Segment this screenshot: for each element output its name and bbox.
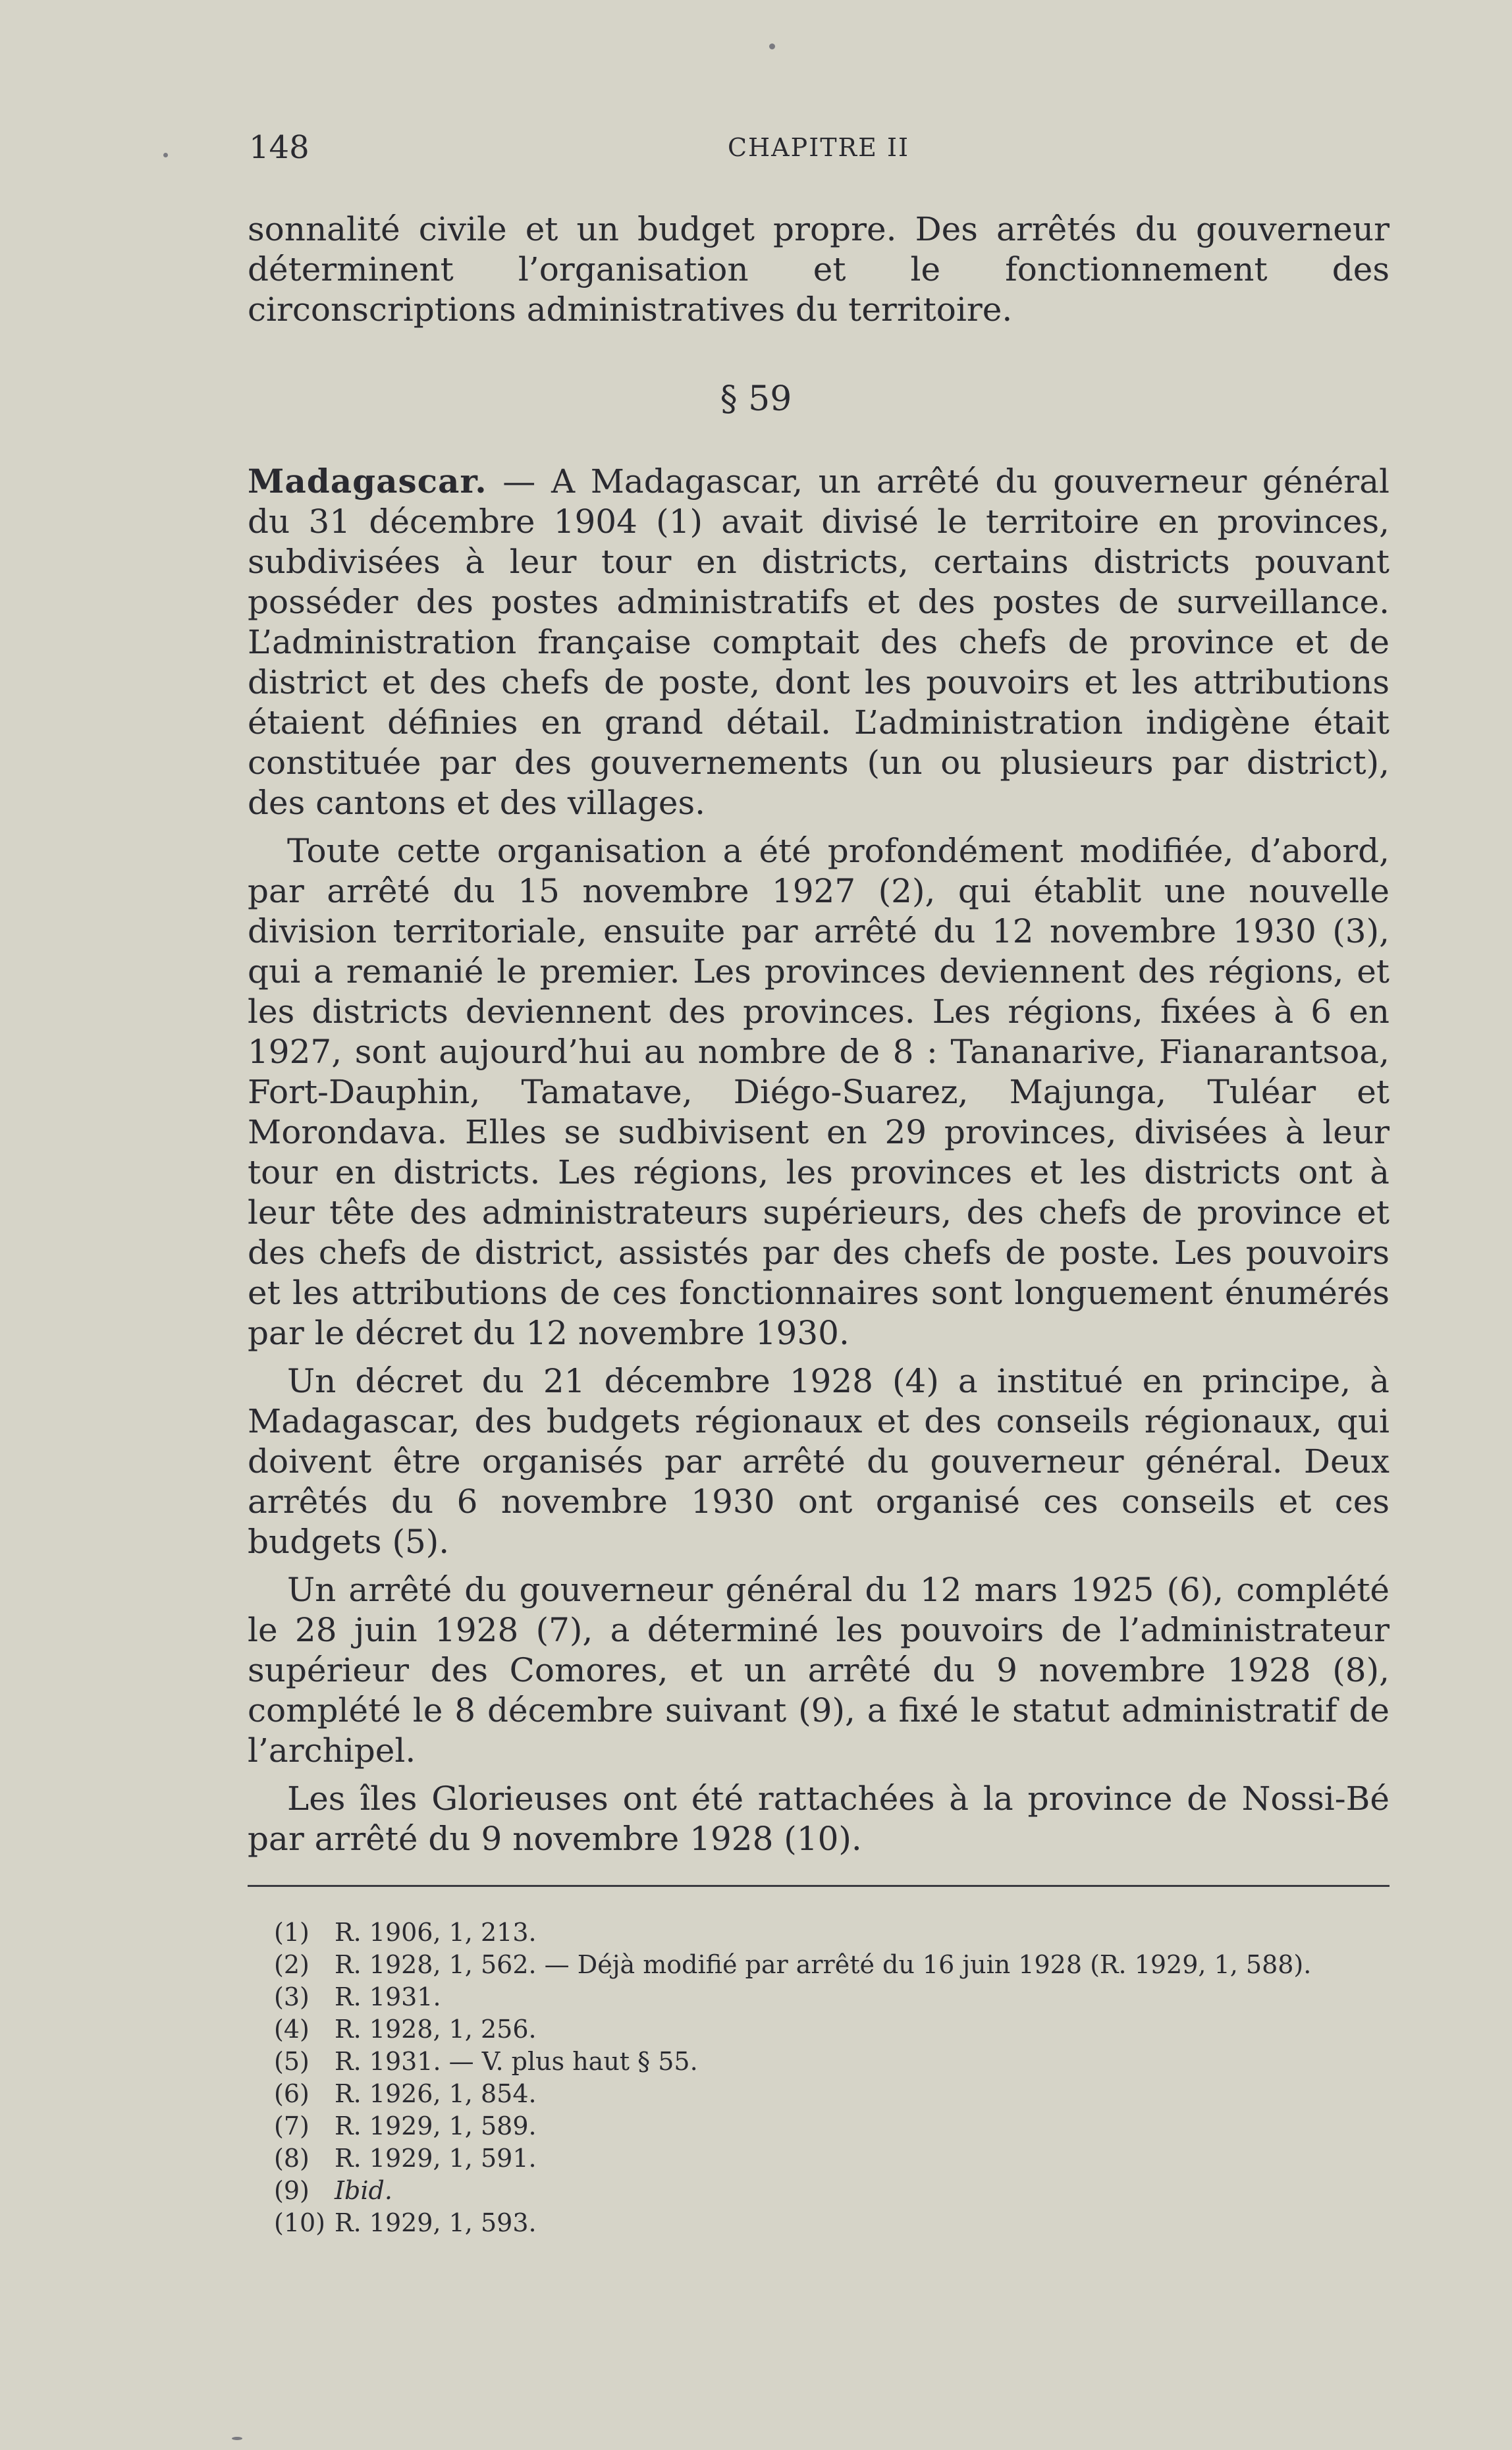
footnote-text: R. 1929, 1, 593. [335,2208,537,2237]
paragraph-title: Madagascar. [248,462,487,501]
footnote [274,1981,1393,2013]
footnote [274,1949,1393,1981]
footnote [274,2142,1393,2175]
footnote [274,1917,1393,1949]
footnote-number: (1) [274,1918,310,1947]
footnote-number: (2) [274,1950,310,1979]
footnote-text: R. 1906, 1, 213. [335,1918,537,1947]
footnote-number: (6) [274,2079,310,2108]
footnote-number: (9) [274,2176,310,2205]
footnote-number: (3) [274,1982,310,2011]
page-number: 148 [249,129,310,166]
paper-speck [232,2437,242,2440]
paragraph-reorganisation: Toute cette organisation a été profondément modifiée, d’abord, par arrêté du 15 novembre 1927 (2), qui établit une nouvelle division territoriale, ensuite par arrêté du 12 novembre 1930 (3), qui a remanié le premier. Les provinces deviennent des régions, et les districts deviennent des provinces. Les régions, fixées à 6 en 1927, sont aujourd’hui au nombre de 8 : Tananarive, Fianarantsoa, Fort-Dauphin, Tamatave, Diégo-Suarez, Majunga, Tuléar et Morondava. Elles se sudbivisent en 29 provinces, divisées à leur tour en districts. Les régions, les provinces et les districts ont à leur tête des administrateurs supérieurs, des chefs de province et des chefs de district, assistés par des chefs de poste. Les pouvoirs et les attributions de ces fonctionnaires sont longuement énumérés par le décret du 12 novembre 1930. [248,832,1390,1352]
footnote-number: (8) [274,2144,310,2173]
footnote-text: R. 1931. — V. plus haut § 55. [335,2047,698,2076]
footnote-text: R. 1929, 1, 591. [335,2144,537,2173]
intro-text: sonnalité civile et un budget propre. Des arrêtés du gouverneur déterminent l’organisation et le fonctionnement des circonscriptions administratives du territoire. [248,210,1390,329]
paragraph-comores: Un arrêté du gouverneur général du 12 mars 1925 (6), complété le 28 juin 1928 (7), a déterminé les pouvoirs de l’administrateur supérieur des Comores, et un arrêté du 9 novembre 1928 (8), complété le 8 décembre suivant (9), a fixé le statut administratif de l’archipel. [248,1571,1390,1770]
footnote-text: R. 1931. [335,1982,441,2011]
footnote [274,2013,1393,2046]
footnote [274,2046,1393,2078]
chapter-title: CHAPITRE II [727,133,910,162]
footnotes [274,1917,1393,2239]
footnote-divider [248,1885,1390,1887]
running-head [249,129,1388,175]
footnote-number: (5) [274,2047,310,2076]
paragraph-glorieuses: Les îles Glorieuses ont été rattachées à la province de Nossi-Bé par arrêté du 9 novembre 1928 (10). [248,1780,1390,1858]
body-text [248,461,1390,1859]
footnote-text: Ibid. [335,2176,392,2205]
intro-paragraph [248,209,1390,330]
footnote [274,2207,1393,2239]
footnote-text: R. 1926, 1, 854. [335,2079,537,2108]
footnote-number: (7) [274,2111,310,2140]
paragraph-text: — A Madagascar, un arrêté du gouverneur général du 31 décembre 1904 (1) avait divisé le territoire en provinces, subdivisées à leur tour en districts, certains districts pouvant posséder des postes administratifs et des postes de surveillance. L’administration française comptait des chefs de province et de district et des chefs de poste, dont les pouvoirs et les attributions étaient définies en grand détail. L’administration indigène était constituée par des gouvernements (un ou plusieurs par district), des cantons et des villages. [248,462,1390,822]
paragraph-madagascar [248,461,1390,823]
footnote [274,2110,1393,2142]
footnote [274,2175,1393,2207]
footnote-text: R. 1928, 1, 256. [335,2015,537,2044]
footnote [274,2078,1393,2110]
section-heading: § 59 [720,379,792,419]
footnote-text: R. 1928, 1, 562. — Déjà modifié par arrêté du 16 juin 1928 (R. 1929, 1, 588). [335,1950,1312,1979]
paper-speck [769,43,775,49]
paragraph-budgets: Un décret du 21 décembre 1928 (4) a institué en principe, à Madagascar, des budgets régionaux et des conseils régionaux, qui doivent être organisés par arrêté du gouverneur général. Deux arrêtés du 6 novembre 1930 ont organisé ces conseils et ces budgets (5). [248,1362,1390,1561]
footnote-number: (4) [274,2015,310,2044]
footnote-text: R. 1929, 1, 589. [335,2111,537,2140]
footnote-number: (10) [274,2208,326,2237]
paper-speck [163,153,168,157]
